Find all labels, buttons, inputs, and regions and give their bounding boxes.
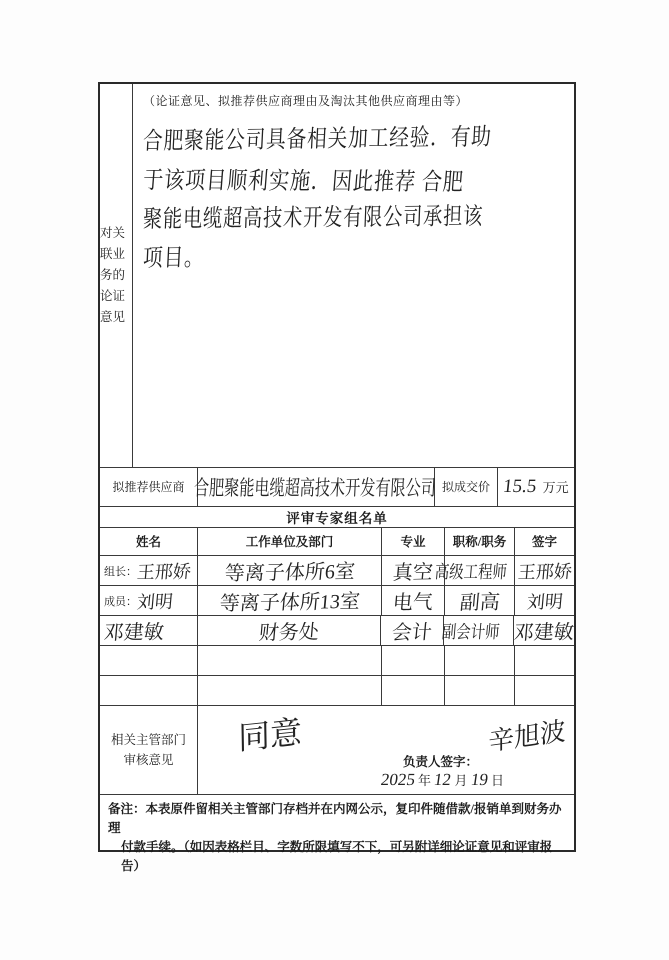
expert-title-cell [441, 616, 514, 645]
approval-content-cell [198, 706, 574, 794]
opinion-hw-line: 项目。 [142, 245, 206, 272]
price-unit: 万元 [542, 480, 569, 496]
responsible-signer-label: 负责人签字： [402, 755, 478, 770]
approval-label-line1: 相关主管部门 [110, 733, 186, 748]
expert-unit-cell [198, 616, 381, 645]
table-row [100, 676, 574, 706]
expert-unit-handwritten: 等离子体所13室 [218, 591, 361, 616]
expert-name-cell [100, 616, 198, 645]
supplier-name-cell [193, 468, 437, 506]
expert-name-cell [100, 676, 198, 705]
price-value-handwritten: 15.5 [502, 475, 538, 497]
date-year-handwritten: 2025 [379, 770, 417, 790]
opinion-content-cell [133, 84, 574, 467]
header-name: 姓名 [100, 528, 198, 556]
expert-signature-cell [514, 616, 574, 645]
expert-title-cell [445, 646, 515, 675]
opinion-handwritten-text [143, 123, 568, 279]
expert-signature-handwritten: 邓建敏 [512, 621, 575, 645]
expert-table-header [100, 528, 574, 557]
supplier-label: 拟推荐供应商 [100, 468, 198, 506]
table-row [100, 616, 574, 646]
header-signature: 签字 [531, 535, 557, 550]
expert-title-handwritten: 副高 [458, 592, 501, 615]
table-row [100, 586, 574, 616]
expert-major-cell [382, 676, 445, 705]
date-year-label: 年 [417, 773, 431, 789]
opinion-section [100, 84, 574, 468]
opinion-hw-line: 于该项目顺利实施．因此推荐 合肥 [142, 168, 465, 196]
expert-signature-handwritten: 刘明 [525, 591, 564, 613]
expert-unit-cell [198, 676, 382, 705]
opinion-section-label [100, 84, 133, 467]
date-day-label: 日 [490, 773, 504, 789]
table-row [100, 556, 574, 586]
opinion-label-line1: 对关联业务的 [100, 225, 126, 282]
expert-unit-cell [198, 556, 382, 585]
header-unit: 工作单位及部门 [198, 528, 382, 556]
supplier-name-handwritten: 合肥聚能电缆超高技术开发有限公司 [193, 475, 437, 500]
expert-role-label: 组长： [104, 565, 137, 578]
opinion-hint-text: （论证意见、拟推荐供应商理由及淘汰其他供应商理由等） [143, 94, 469, 108]
expert-major-handwritten: 会计 [390, 622, 433, 645]
responsible-signature-handwritten: 辛旭波 [488, 716, 566, 758]
expert-major-cell [382, 586, 445, 615]
header-major: 专业 [382, 528, 445, 556]
expert-major-cell [382, 646, 445, 675]
price-label: 拟成交价 [435, 468, 498, 506]
expert-major-handwritten: 真空 [391, 562, 434, 585]
expert-major-cell [381, 616, 444, 645]
remarks-line1: 备注：本表原件留相关主管部门存档并在内网公示，复印件随借款/报销单到财务办理 [108, 801, 562, 835]
expert-name-handwritten: 王邢娇 [135, 561, 192, 583]
date-day-handwritten: 19 [469, 770, 490, 790]
expert-name-handwritten: 邓建敏 [102, 621, 165, 645]
approval-section [100, 706, 574, 795]
expert-unit-handwritten: 等离子体所6室 [223, 561, 356, 586]
approval-label-line2: 审核意见 [123, 753, 174, 768]
expert-list-title: 评审专家组名单 [100, 507, 574, 528]
expert-unit-cell [198, 586, 382, 615]
supplier-row [100, 468, 574, 507]
expert-name-handwritten: 刘明 [136, 591, 174, 613]
evaluation-form-table [98, 82, 576, 873]
date-month-label: 月 [454, 773, 468, 789]
expert-signature-cell [515, 586, 574, 615]
opinion-label-line2: 论证意见 [100, 288, 126, 324]
expert-title-handwritten: 副会计师 [441, 621, 501, 642]
expert-role-label: 成员： [104, 595, 137, 608]
price-value-cell [498, 468, 574, 506]
expert-name-cell [100, 586, 198, 615]
opinion-hw-line: 聚能电缆超高技术开发有限公司承担该 [142, 204, 484, 233]
expert-signature-handwritten: 王邢娇 [516, 561, 573, 583]
expert-title-cell [433, 556, 515, 585]
table-row [100, 646, 574, 676]
expert-title-handwritten: 高级工程师 [433, 561, 508, 582]
approval-decision-handwritten: 同意 [237, 714, 303, 757]
expert-signature-cell [515, 676, 574, 705]
expert-signature-cell [515, 646, 574, 675]
approval-date [381, 770, 504, 790]
header-title: 职称/职务 [445, 528, 515, 556]
expert-unit-handwritten: 财务处 [257, 621, 320, 645]
expert-signature-cell [515, 556, 574, 585]
expert-major-handwritten: 电气 [391, 592, 434, 615]
date-month-handwritten: 12 [432, 770, 453, 790]
approval-section-label [100, 706, 198, 794]
expert-title-cell [445, 586, 515, 615]
expert-name-cell [100, 556, 198, 585]
expert-unit-cell [198, 646, 382, 675]
opinion-hw-line: 合肥聚能公司具备相关加工经验．有助 [142, 124, 493, 155]
remarks-line2: 付款手续。（如因表格栏目、字数所限填写不下，可另附详细论证意见和评审报告） [121, 839, 553, 873]
remarks-section [100, 795, 574, 873]
expert-title-cell [445, 676, 515, 705]
expert-name-cell [100, 646, 198, 675]
